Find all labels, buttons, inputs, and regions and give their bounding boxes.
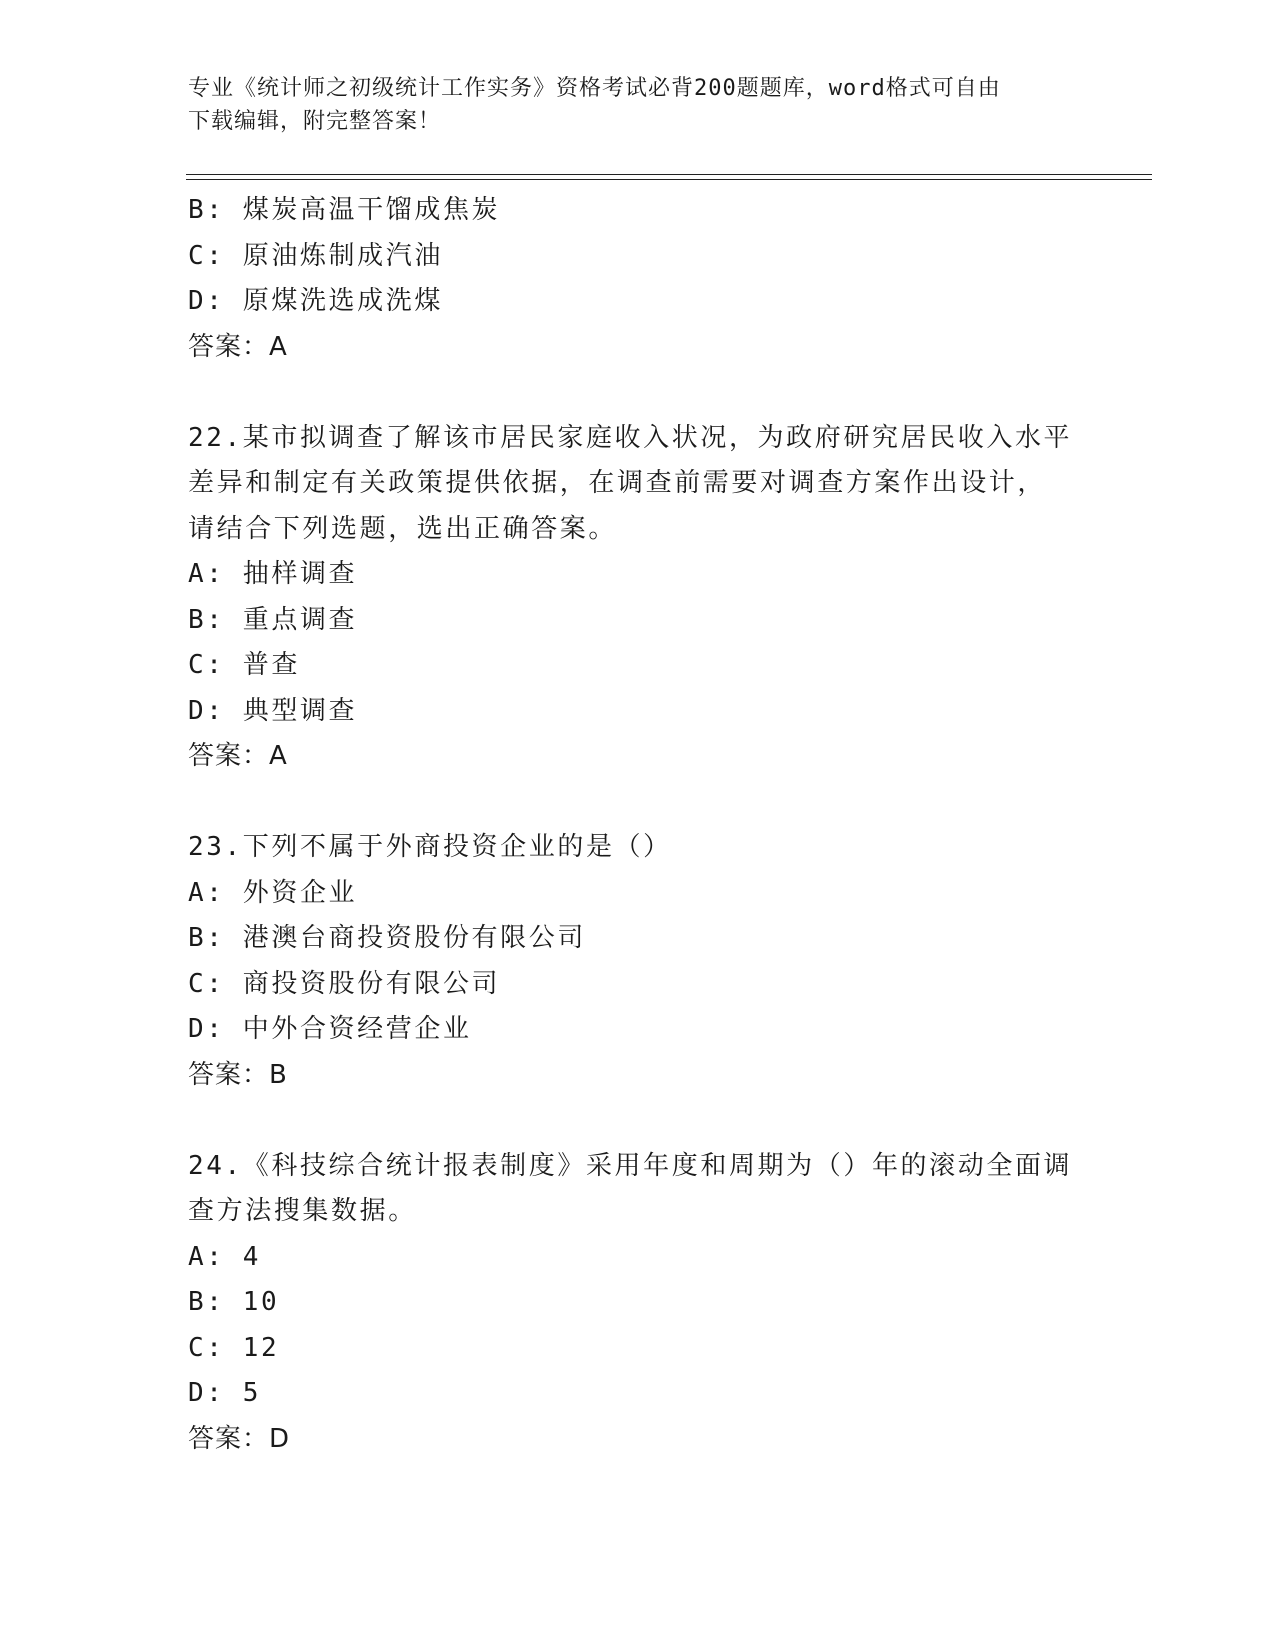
document-header	[188, 72, 1088, 138]
option-b: B: 港澳台商投资股份有限公司	[188, 923, 586, 953]
spacer	[188, 780, 1088, 826]
question-text-line: 查方法搜集数据。	[188, 1196, 417, 1226]
question-text-line: 请结合下列选题，选出正确答案。	[188, 513, 618, 544]
question-text-line: 24.《科技综合统计报表制度》采用年度和周期为（）年的滚动全面调	[188, 1150, 1073, 1181]
option-c: C: 普查	[188, 650, 300, 680]
answer-line: 答案：A	[188, 331, 288, 362]
spacer	[188, 1098, 1088, 1144]
question-text-line: 差异和制定有关政策提供依据，在调查前需要对调查方案作出设计，	[188, 468, 1047, 498]
question-23	[188, 825, 1088, 1098]
option-c: C: 原油炼制成汽油	[188, 240, 443, 271]
option-a: A: 4	[188, 1241, 262, 1272]
header-line-2: 下载编辑，附完整答案！	[188, 109, 442, 134]
spacer	[188, 370, 1088, 416]
option-a: A: 外资企业	[188, 877, 358, 908]
header-rule-bottom	[186, 179, 1152, 180]
option-c: C: 12	[188, 1332, 280, 1363]
answer-line: 答案：A	[188, 741, 288, 771]
question-24	[188, 1144, 1088, 1463]
header-rule-top	[186, 174, 1152, 175]
question-21-continued	[188, 188, 1088, 370]
question-22	[188, 416, 1088, 780]
option-d: D: 5	[188, 1378, 262, 1408]
question-text-line: 23.下列不属于外商投资企业的是（）	[188, 832, 672, 862]
option-b: B: 煤炭高温干馏成焦炭	[188, 195, 501, 225]
option-b: B: 10	[188, 1287, 280, 1317]
answer-line: 答案：B	[188, 1059, 288, 1090]
option-d: D: 中外合资经营企业	[188, 1014, 472, 1044]
question-list	[188, 188, 1088, 1462]
option-d: D: 原煤洗选成洗煤	[188, 286, 443, 316]
question-text-line: 22.某市拟调查了解该市居民家庭收入状况，为政府研究居民收入水平	[188, 422, 1073, 453]
option-a: A: 抽样调查	[188, 559, 358, 589]
option-b: B: 重点调查	[188, 604, 358, 635]
answer-line: 答案：D	[188, 1423, 291, 1454]
option-d: D: 典型调查	[188, 695, 358, 726]
header-line-1: 专业《统计师之初级统计工作实务》资格考试必背200题题库，word格式可自由	[188, 76, 1001, 101]
option-c: C: 商投资股份有限公司	[188, 968, 501, 999]
